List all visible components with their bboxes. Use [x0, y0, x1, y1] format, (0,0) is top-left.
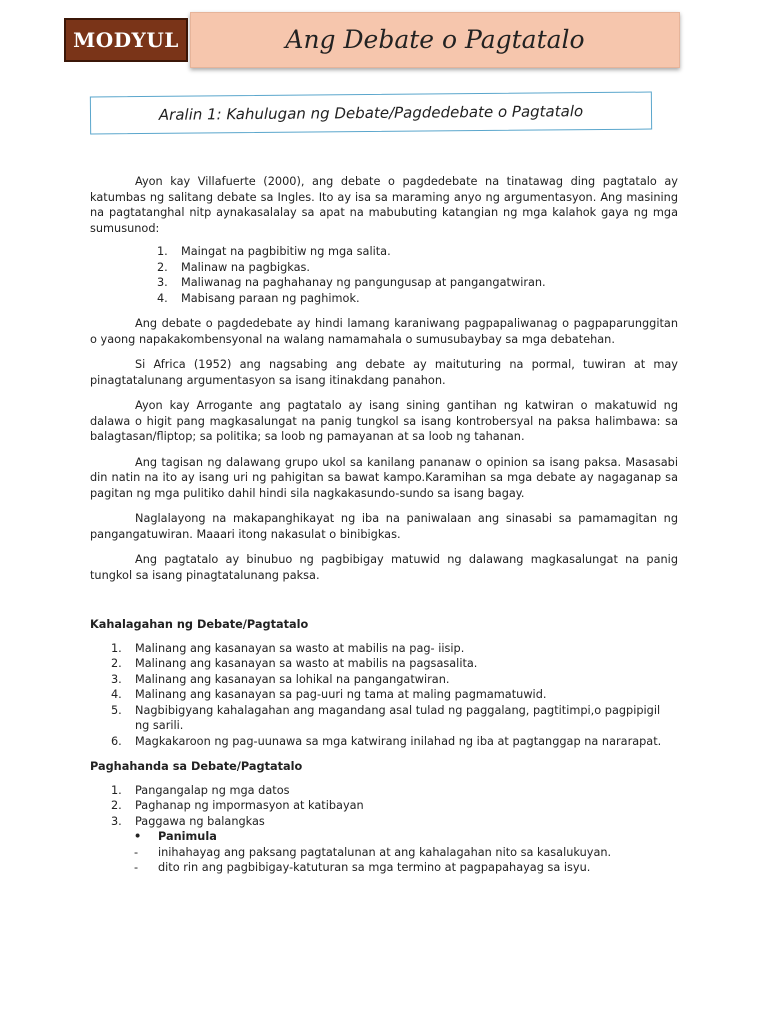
- item-text: Malinaw na pagbigkas.: [181, 260, 311, 274]
- item-number: 2.: [157, 260, 168, 274]
- list-item: [111, 734, 678, 750]
- dash-text: dito rin ang pagbibigay-katuturan sa mga termino at pagpapahayag sa isyu.: [158, 861, 591, 874]
- dash-marker: -: [134, 861, 139, 874]
- item-number: 3.: [111, 672, 122, 686]
- list-item: [111, 798, 678, 814]
- item-text: Magkakaroon ng pag-uunawa sa mga katwirang inilahad ng iba at pagtanggap na nararapat.: [135, 734, 662, 748]
- item-number: 6.: [111, 734, 122, 748]
- list-item: [111, 656, 678, 672]
- bullet-text: Panimula: [158, 830, 217, 843]
- item-text: Malinang ang kasanayan sa lohikal na pangangatwiran.: [135, 672, 450, 686]
- preparation-list: [90, 783, 678, 830]
- lesson-title-box: [90, 92, 652, 135]
- lesson-title: Aralin 1: Kahulugan ng Debate/Pagdedebate o Pagtatalo: [158, 102, 584, 124]
- item-number: 2.: [111, 799, 122, 812]
- item-number: 4.: [157, 291, 168, 305]
- item-text: Malinang ang kasanayan sa wasto at mabilis na pag- iisip.: [135, 641, 465, 655]
- paragraph: Si Africa (1952) ang nagsabing ang debate ay maituturing na pormal, tuwiran at may pinagtatalunang argumentasyon sa isang itinakdang panahon.: [90, 358, 678, 387]
- list-item: [111, 641, 678, 657]
- item-text: Maliwanag na paghahanay ng pangungusap at pangangatwiran.: [181, 276, 546, 289]
- item-text: Mabisang paraan ng paghimok.: [181, 291, 360, 305]
- item-text: Paghanap ng impormasyon at katibayan: [135, 799, 364, 812]
- item-text: Malinang ang kasanayan sa pag-uuri ng tama at maling pagmamatuwid.: [135, 688, 547, 701]
- item-number: 3.: [111, 814, 122, 828]
- intro-paragraph: Ayon kay Villafuerte (2000), ang debate o pagdedebate na tinatawag ding pagtatalo ay katumbas ng salitang debate sa Ingles. Ito ay isa sa maraming anyo ng argumentasyon. Ang masining na pagtatanghal nitp aynakasalalay sa apat na mabubuting katangian ng mga kalahok gaya ng mga sumusunod:: [90, 175, 678, 235]
- dash-item: [90, 845, 678, 861]
- item-text: Pangangalap ng mga datos: [135, 783, 290, 797]
- paragraph: Ayon kay Arrogante ang pagtatalo ay isang sining gantihan ng katwiran o makatuwid ng dalawa o higit pang magkasalungat na panig tungkol sa isang kontrobersyal na paksa halimbawa: sa balagtasan/fliptop; sa politika; sa loob ng pamayanan at sa loob ng tahanan.: [90, 399, 678, 443]
- item-number: 4.: [111, 688, 122, 701]
- item-number: 3.: [157, 276, 168, 289]
- item-text: Paggawa ng balangkas: [135, 814, 265, 828]
- paragraph: Ang debate o pagdedebate ay hindi lamang karaniwang pagpapaliwanag o pagpaparunggitan o yaong napakakombensyonal na walang namamahala o sumusubaybay sa mga debatehan.: [90, 317, 678, 346]
- list-item: [111, 783, 678, 799]
- qualities-list: [90, 244, 678, 306]
- modyul-badge: MODYUL 4: [64, 18, 188, 62]
- module-title-banner: [190, 12, 680, 68]
- paragraph: Ang pagtatalo ay binubuo ng pagbibigay matuwid ng dalawang magkasalungat na panig tungkol sa isang pinagtatalunang paksa.: [90, 553, 678, 582]
- bullet-marker: •: [134, 830, 142, 843]
- section-heading-paghahanda: Paghahanda sa Debate/Pagtatalo: [90, 760, 303, 773]
- list-item: [157, 260, 678, 276]
- item-text: Maingat na pagbibitiw ng mga salita.: [181, 245, 391, 258]
- item-number: 1.: [157, 245, 168, 258]
- item-number: 5.: [111, 703, 122, 717]
- item-number: 1.: [111, 783, 122, 797]
- list-item: [111, 703, 678, 734]
- list-item: [111, 687, 678, 703]
- list-item: [111, 672, 678, 688]
- item-text: Malinang ang kasanayan sa wasto at mabilis na pagsasalita.: [135, 657, 478, 670]
- section-heading-kahalagahan: Kahalagahan ng Debate/Pagtatalo: [90, 618, 309, 631]
- document-body: [90, 174, 678, 876]
- item-number: 2.: [111, 657, 122, 670]
- importance-list: [90, 641, 678, 750]
- item-text: Nagbibigyang kahalagahan ang magandang asal tulad ng paggalang, pagtitimpi,o pagpipigil ng sarili.: [135, 703, 661, 732]
- item-number: 1.: [111, 641, 122, 655]
- dash-marker: -: [134, 845, 139, 859]
- dash-text: inihahayag ang paksang pagtatalunan at ang kahalagahan nito sa kasalukuyan.: [158, 845, 612, 859]
- list-item: [157, 275, 678, 291]
- dash-item: [90, 860, 678, 876]
- list-item: [157, 244, 678, 260]
- list-item: [111, 814, 678, 830]
- bullet-item: [90, 829, 678, 845]
- paragraph: Naglalayong na makapanghikayat ng iba na paniwalaan ang sinasabi sa pamamagitan ng pangangatuwiran. Maaari itong nakasulat o binibigkas.: [90, 512, 678, 541]
- module-title: Ang Debate o Pagtatalo: [285, 25, 585, 54]
- paragraph: Ang tagisan ng dalawang grupo ukol sa kanilang pananaw o opinion sa isang paksa. Masasabi din natin na ito ay isang uri ng pahigitan sa bawat kampo.Karamihan sa mga debate ay nagaganap sa pagitan ng mga pulitiko dahil hindi sila nagkakasundo-sundo sa isang bagay.: [90, 455, 678, 500]
- list-item: [157, 291, 678, 307]
